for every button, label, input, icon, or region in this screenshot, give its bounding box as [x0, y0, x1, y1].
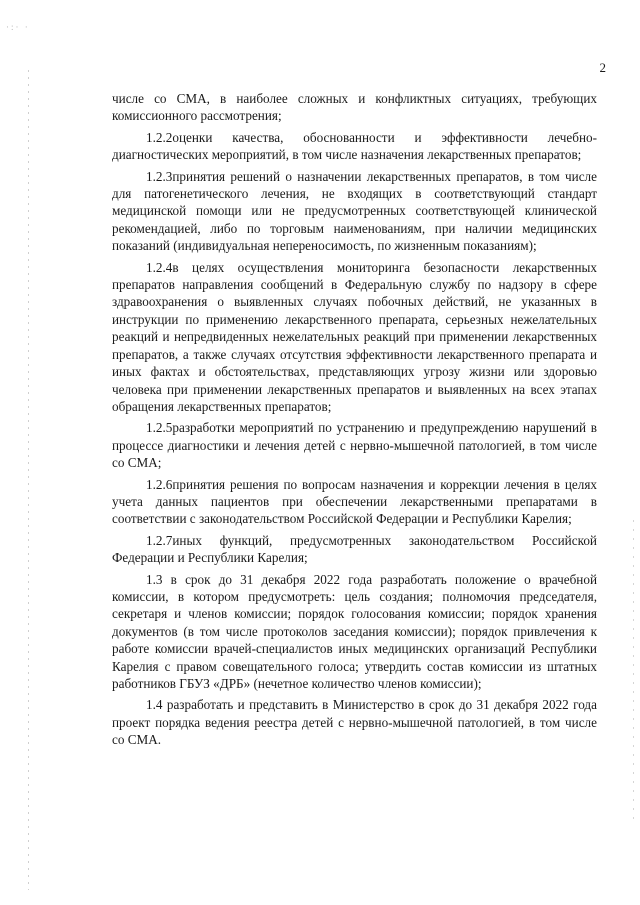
paragraph-1-2-2: 1.2.2оценки качества, обоснованности и эффективности лечебно-диагностических мероприятий, в том числе назначения лекарственных препаратов; — [112, 129, 597, 163]
paragraph-1-2-5: 1.2.5разработки мероприятий по устранению и предупреждению нарушений в процессе диагностики и лечения детей с нервно-мышечной патологией, в том числе со СМА; — [112, 420, 597, 471]
paragraph-1-2-4: 1.2.4в целях осуществления мониторинга безопасности лекарственных препаратов направления сообщений в Федеральную службу по надзору в сфере здравоохранения о выявленных случаях побочных действий, не указанных в инструкции по применению лекарственного препарата, серьезных нежелательных реакций и непредвиденных нежелательных реакций при применении лекарственных препаратов, а также случаях отсутствия эффективности лекарственного препарата и иных фактах и обстоятельствах, представляющих угрозу жизни или здоровью человека при применении лекарственных препаратов и выявленных на всех этапах обращения лекарственных препаратов; — [112, 259, 597, 414]
paragraph-1-3: 1.3 в срок до 31 декабря 2022 года разработать положение о врачебной комиссии, в котором предусмотреть: цель создания; полномочия председателя, секретаря и членов комиссии; порядок голосования комиссии; порядок хранения документов (в том числе протоколов заседания комиссии); порядок привлечения к работе комиссии врачей-специалистов иных медицинских организаций Республики Карелия с правом совещательного голоса; утвердить состав комиссии из штатных работников ГБУЗ «ДРБ» (нечетное количество членов комиссии); — [112, 571, 597, 691]
scan-edge-right — [633, 520, 634, 820]
paragraph-1-4: 1.4 разработать и представить в Министерство в срок до 31 декабря 2022 года проект порядка ведения реестра детей с нервно-мышечной патологией, в том числе со СМА. — [112, 697, 597, 748]
paragraph-1-2-3: 1.2.3принятия решений о назначении лекарственных препаратов, в том числе для патогенетического лечения, не входящих в соответствующий стандарт медицинской помощи или не предусмотренных соответствующей клинической рекомендацией, либо по торговым наименованиям, при наличии медицинских показаний (индивидуальная непереносимость, по жизненным показаниям); — [112, 168, 597, 254]
document-body — [112, 90, 597, 753]
scan-margin-mark: ·:· · — [6, 22, 30, 32]
paragraph-1-2-6: 1.2.6принятия решения по вопросам назначения и коррекции лечения в целях учета данных пациентов при обеспечении лекарственными препаратами в соответствии с законодательством Российской Федерации и Республики Карелия; — [112, 476, 597, 527]
page-number: 2 — [599, 60, 606, 75]
paragraph-1-2-7: 1.2.7иных функций, предусмотренных законодательством Российской Федерации и Республики Карелия; — [112, 532, 597, 566]
paragraph-continuation: числе со СМА, в наиболее сложных и конфликтных ситуациях, требующих комиссионного рассмотрения; — [112, 91, 597, 124]
scan-edge-left — [28, 70, 29, 890]
